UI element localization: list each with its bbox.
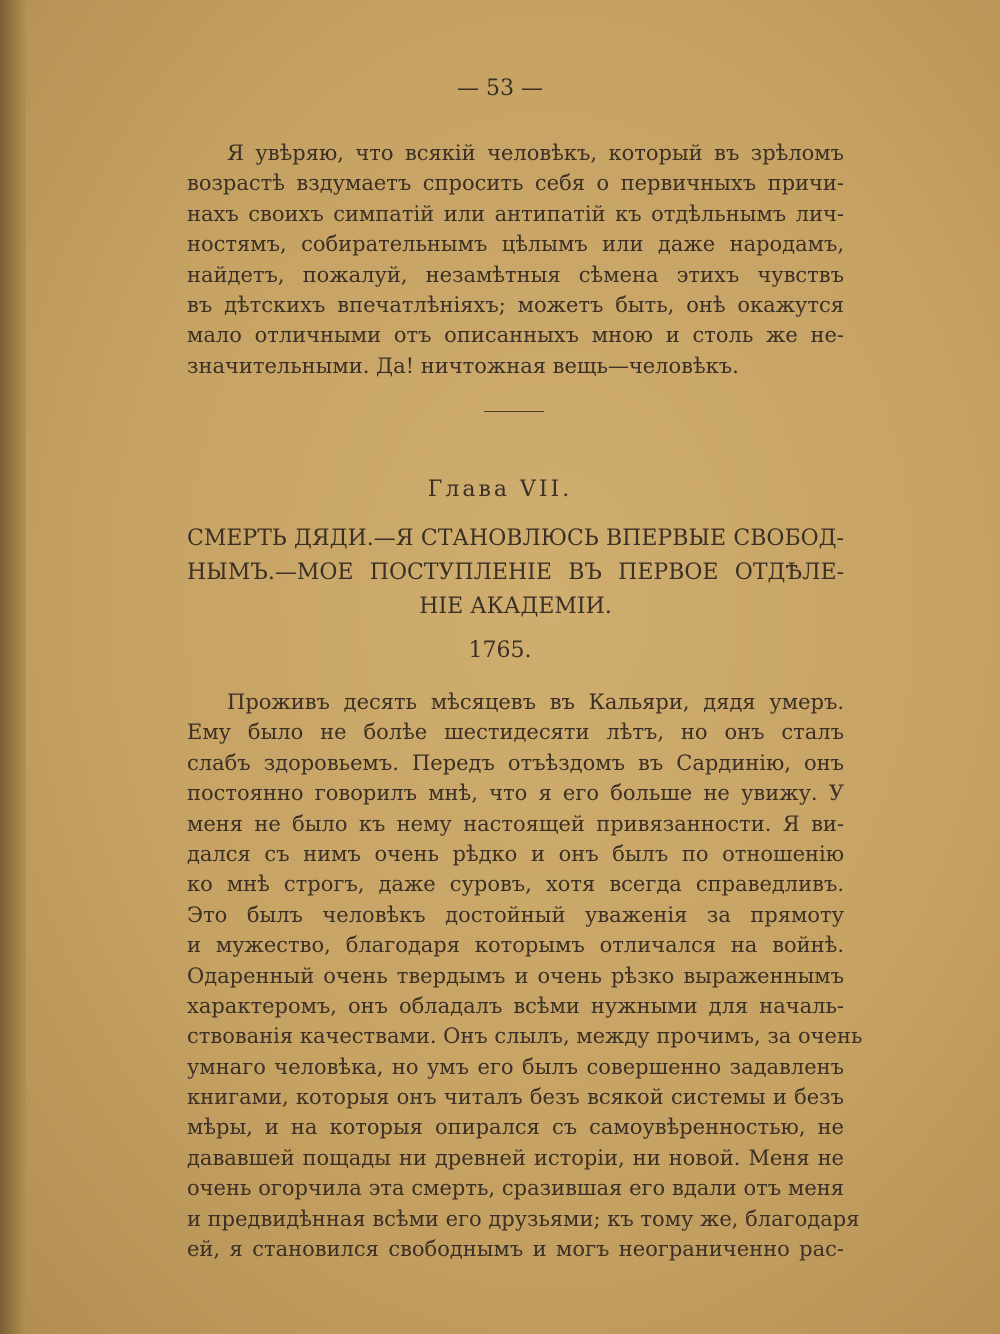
text-line: умнаго человѣка, но умъ его былъ совершенно задавленъ: [187, 1054, 844, 1079]
chapter-heading: Глава VII.: [427, 477, 573, 502]
text-line: Это былъ человѣкъ достойный уваженія за прямоту: [187, 902, 844, 927]
section-divider: [484, 411, 544, 412]
text-line: ствованія качествами. Онъ слылъ, между прочимъ, за очень: [187, 1024, 863, 1049]
chapter-title-line: НІЕ АКАДЕМІИ.: [419, 594, 612, 619]
chapter-year: 1765.: [468, 638, 532, 663]
text-line: дававшей пощады ни древней исторіи, ни новой. Меня не: [187, 1145, 844, 1170]
paragraph-1: [187, 138, 844, 381]
text-line: значительными. Да! ничтожная вещь—человѣкъ.: [187, 353, 739, 378]
chapter-title: [187, 522, 844, 624]
text-line: мало отличными отъ описанныхъ мною и столь же не-: [187, 323, 844, 348]
text-line: книгами, которыя онъ читалъ безъ всякой системы и безъ: [187, 1085, 844, 1110]
text-line: характеромъ, онъ обладалъ всѣми нужными для началь-: [187, 993, 844, 1018]
text-line: нахъ своихъ симпатій или антипатій къ отдѣльнымъ лич-: [187, 201, 844, 226]
text-line: Я увѣряю, что всякій человѣкъ, который въ зрѣломъ: [227, 141, 844, 165]
text-line: возрастѣ вздумаетъ спросить себя о первичныхъ причи-: [187, 171, 844, 196]
text-line: и мужество, благодаря которымъ отличался на войнѣ.: [187, 933, 844, 958]
chapter-title-line: НЫМЪ.—МОЕ ПОСТУПЛЕНІЕ ВЪ ПЕРВОЕ ОТДѢЛЕ-: [187, 560, 844, 585]
paragraph-2: [187, 687, 863, 1264]
text-line: меня не было къ нему настоящей привязанности. Я ви-: [187, 811, 844, 836]
chapter-title-line: СМЕРТЬ ДЯДИ.—Я СТАНОВЛЮСЬ ВПЕРВЫЕ СВОБОД-: [187, 526, 844, 551]
text-line: Проживъ десять мѣсяцевъ въ Кальяри, дядя умеръ.: [227, 690, 844, 714]
text-line: постоянно говорилъ мнѣ, что я его больше не увижу. У: [187, 781, 844, 806]
text-line: Ему было не болѣе шестидесяти лѣтъ, но онъ сталъ: [187, 720, 844, 745]
text-line: ей, я становился свободнымъ и могъ неограниченно рас-: [187, 1237, 844, 1262]
text-line: очень огорчила эта смерть, сразившая его вдали отъ меня: [187, 1176, 844, 1201]
text-line: ностямъ, собирательнымъ цѣлымъ или даже народамъ,: [187, 232, 844, 257]
text-line: въ дѣтскихъ впечатлѣніяхъ; можетъ быть, онѣ окажутся: [187, 292, 844, 317]
text-line: дался съ нимъ очень рѣдко и онъ былъ по отношенію: [187, 841, 844, 866]
book-gutter-shadow: [0, 0, 26, 1334]
text-line: Одаренный очень твердымъ и очень рѣзко выраженнымъ: [187, 963, 844, 988]
text-line: найдетъ, пожалуй, незамѣтныя сѣмена этихъ чувствъ: [187, 262, 844, 287]
text-line: и предвидѣнная всѣми его друзьями; къ тому же, благодаря: [187, 1206, 860, 1231]
text-line: слабъ здоровьемъ. Передъ отъѣздомъ въ Сардинію, онъ: [187, 750, 844, 775]
text-line: ко мнѣ строгъ, даже суровъ, хотя всегда справедливъ.: [187, 872, 844, 897]
text-line: мѣры, и на которыя опирался съ самоувѣренностью, не: [187, 1115, 844, 1140]
page-number: — 53 —: [457, 76, 543, 101]
